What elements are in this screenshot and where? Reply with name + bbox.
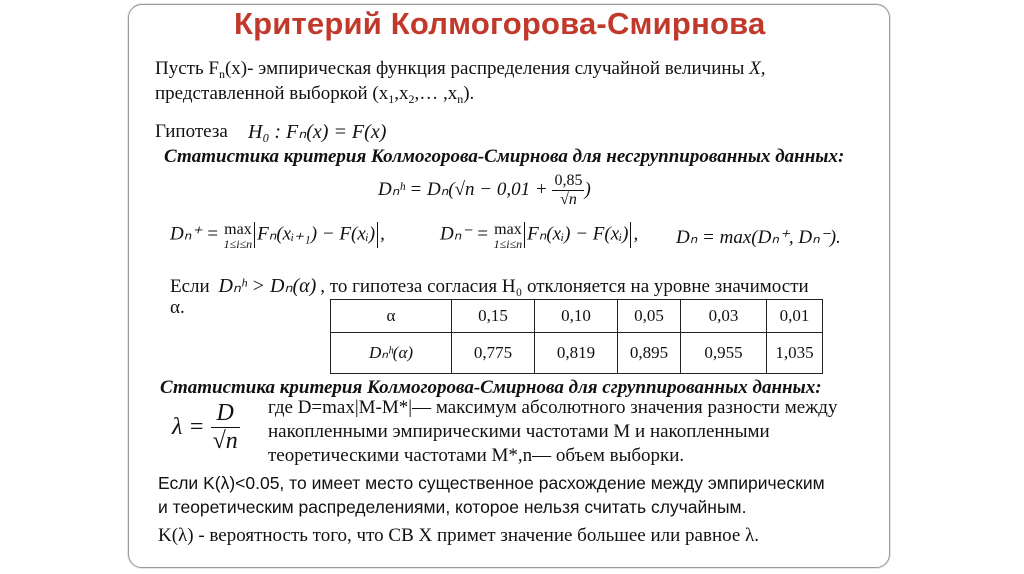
dplus-formula <box>170 222 385 250</box>
lambda-desc-1: где D=max|M-M*|— максимум абсолютного значения разности между <box>268 397 838 418</box>
conclusion-line-3: K(λ) - вероятность того, что СВ X примет значение большее или равное λ. <box>158 525 760 546</box>
intro-sub: 1 <box>388 92 395 106</box>
dminus-max-op: max <box>494 221 522 238</box>
dnh-lhs: Dₙʰ = Dₙ(√n − 0,01 + <box>378 178 548 200</box>
table-row-values <box>331 333 823 374</box>
dminus-lhs: Dₙ⁻ = <box>440 223 489 245</box>
lambda-formula <box>172 400 240 455</box>
table-cell: 0,775 <box>452 333 535 374</box>
conclusion-line-1: Если K(λ)<0.05, то имеет место существенное расхождение между эмпирическим <box>158 473 825 493</box>
abs-bar <box>524 222 525 248</box>
dn-definition: Dₙ = max(Dₙ⁺, Dₙ⁻). <box>676 227 841 248</box>
dnh-fraction <box>552 172 584 209</box>
dminus-end: , <box>633 223 639 245</box>
dminus-body: Fₙ(xᵢ) − F(xᵢ) <box>527 223 629 245</box>
lambda-den: √n <box>212 428 238 454</box>
intro-text: ). <box>463 83 475 104</box>
dnh-close: ) <box>584 178 591 200</box>
table-cell: 0,15 <box>452 300 535 333</box>
rule-text: , то гипотеза согласия H₀ отклоняется на уровне значимости <box>320 276 809 297</box>
dminus-range: 1≤i≤n <box>493 237 523 251</box>
hypothesis-formula: H₀ : Fₙ(x) = F(x) <box>248 121 387 143</box>
lambda-desc-2: накопленными эмпирическими частотами M и накопленными <box>268 421 770 442</box>
dminus-formula <box>440 222 638 250</box>
dplus-max-op: max <box>224 221 252 238</box>
rule-if: Если <box>170 276 210 297</box>
rule-alpha: α. <box>170 297 185 318</box>
intro-text: (x)- эмпирическая функция распределения случайной величины <box>224 58 745 79</box>
table-row-alpha <box>331 300 823 333</box>
intro-text: Пусть F <box>155 58 219 79</box>
table-row-label: Dₙʰ(α) <box>331 333 452 374</box>
table-cell: 0,10 <box>535 300 618 333</box>
dplus-range: 1≤i≤n <box>223 237 253 251</box>
hypothesis-label: Гипотеза <box>155 121 228 142</box>
lambda-lhs: λ = <box>172 414 205 440</box>
table-cell: 0,03 <box>681 300 767 333</box>
grouped-heading: Статистика критерия Колмогорова-Смирнова для сгруппированных данных: <box>160 377 822 398</box>
critical-values-table <box>330 299 823 374</box>
intro-text: ,x <box>394 83 409 104</box>
table-cell: 0,01 <box>767 300 823 333</box>
table-cell: 0,955 <box>681 333 767 374</box>
intro-sub: 2 <box>408 92 415 106</box>
conclusion-line-2: и теоретическим распределениями, которое нельзя считать случайным. <box>158 497 747 517</box>
table-cell: 0,895 <box>618 333 681 374</box>
table-cell: 0,05 <box>618 300 681 333</box>
intro-text: представленной выборкой (x <box>155 83 389 104</box>
intro-text: ,… ,x <box>414 83 458 104</box>
intro-sub: n <box>218 67 225 81</box>
abs-bar <box>630 222 631 248</box>
dminus-max <box>494 222 523 250</box>
dnh-num: 0,85 <box>554 172 583 189</box>
dplus-max <box>224 222 253 250</box>
intro-line-2 <box>155 83 474 107</box>
table-cell: 0,819 <box>535 333 618 374</box>
table-cell: 1,035 <box>767 333 823 374</box>
dnh-den: √n <box>560 191 577 208</box>
rule-condition: Dₙʰ > Dₙ(α) <box>218 275 317 297</box>
abs-bar <box>254 222 255 248</box>
lambda-desc-3: теоретическими частотами M*,n— объем выборки. <box>268 445 685 466</box>
dplus-lhs: Dₙ⁺ = <box>170 223 219 245</box>
intro-var: X, <box>749 58 766 79</box>
lambda-fraction <box>211 400 240 455</box>
ungrouped-heading: Статистика критерия Колмогорова-Смирнова для несгруппированных данных: <box>164 146 845 167</box>
dplus-body: Fₙ(xᵢ₊₁) − F(xᵢ) <box>257 223 376 245</box>
intro-line-1 <box>155 58 765 82</box>
dplus-end: , <box>380 223 385 245</box>
intro-sub: n <box>457 92 464 106</box>
dnh-formula <box>378 172 591 209</box>
rule-line <box>170 273 809 298</box>
abs-bar <box>377 222 378 248</box>
lambda-num: D <box>211 400 240 428</box>
slide-title: Критерий Колмогорова-Смирнова <box>234 6 766 41</box>
table-header-label: α <box>331 300 452 333</box>
